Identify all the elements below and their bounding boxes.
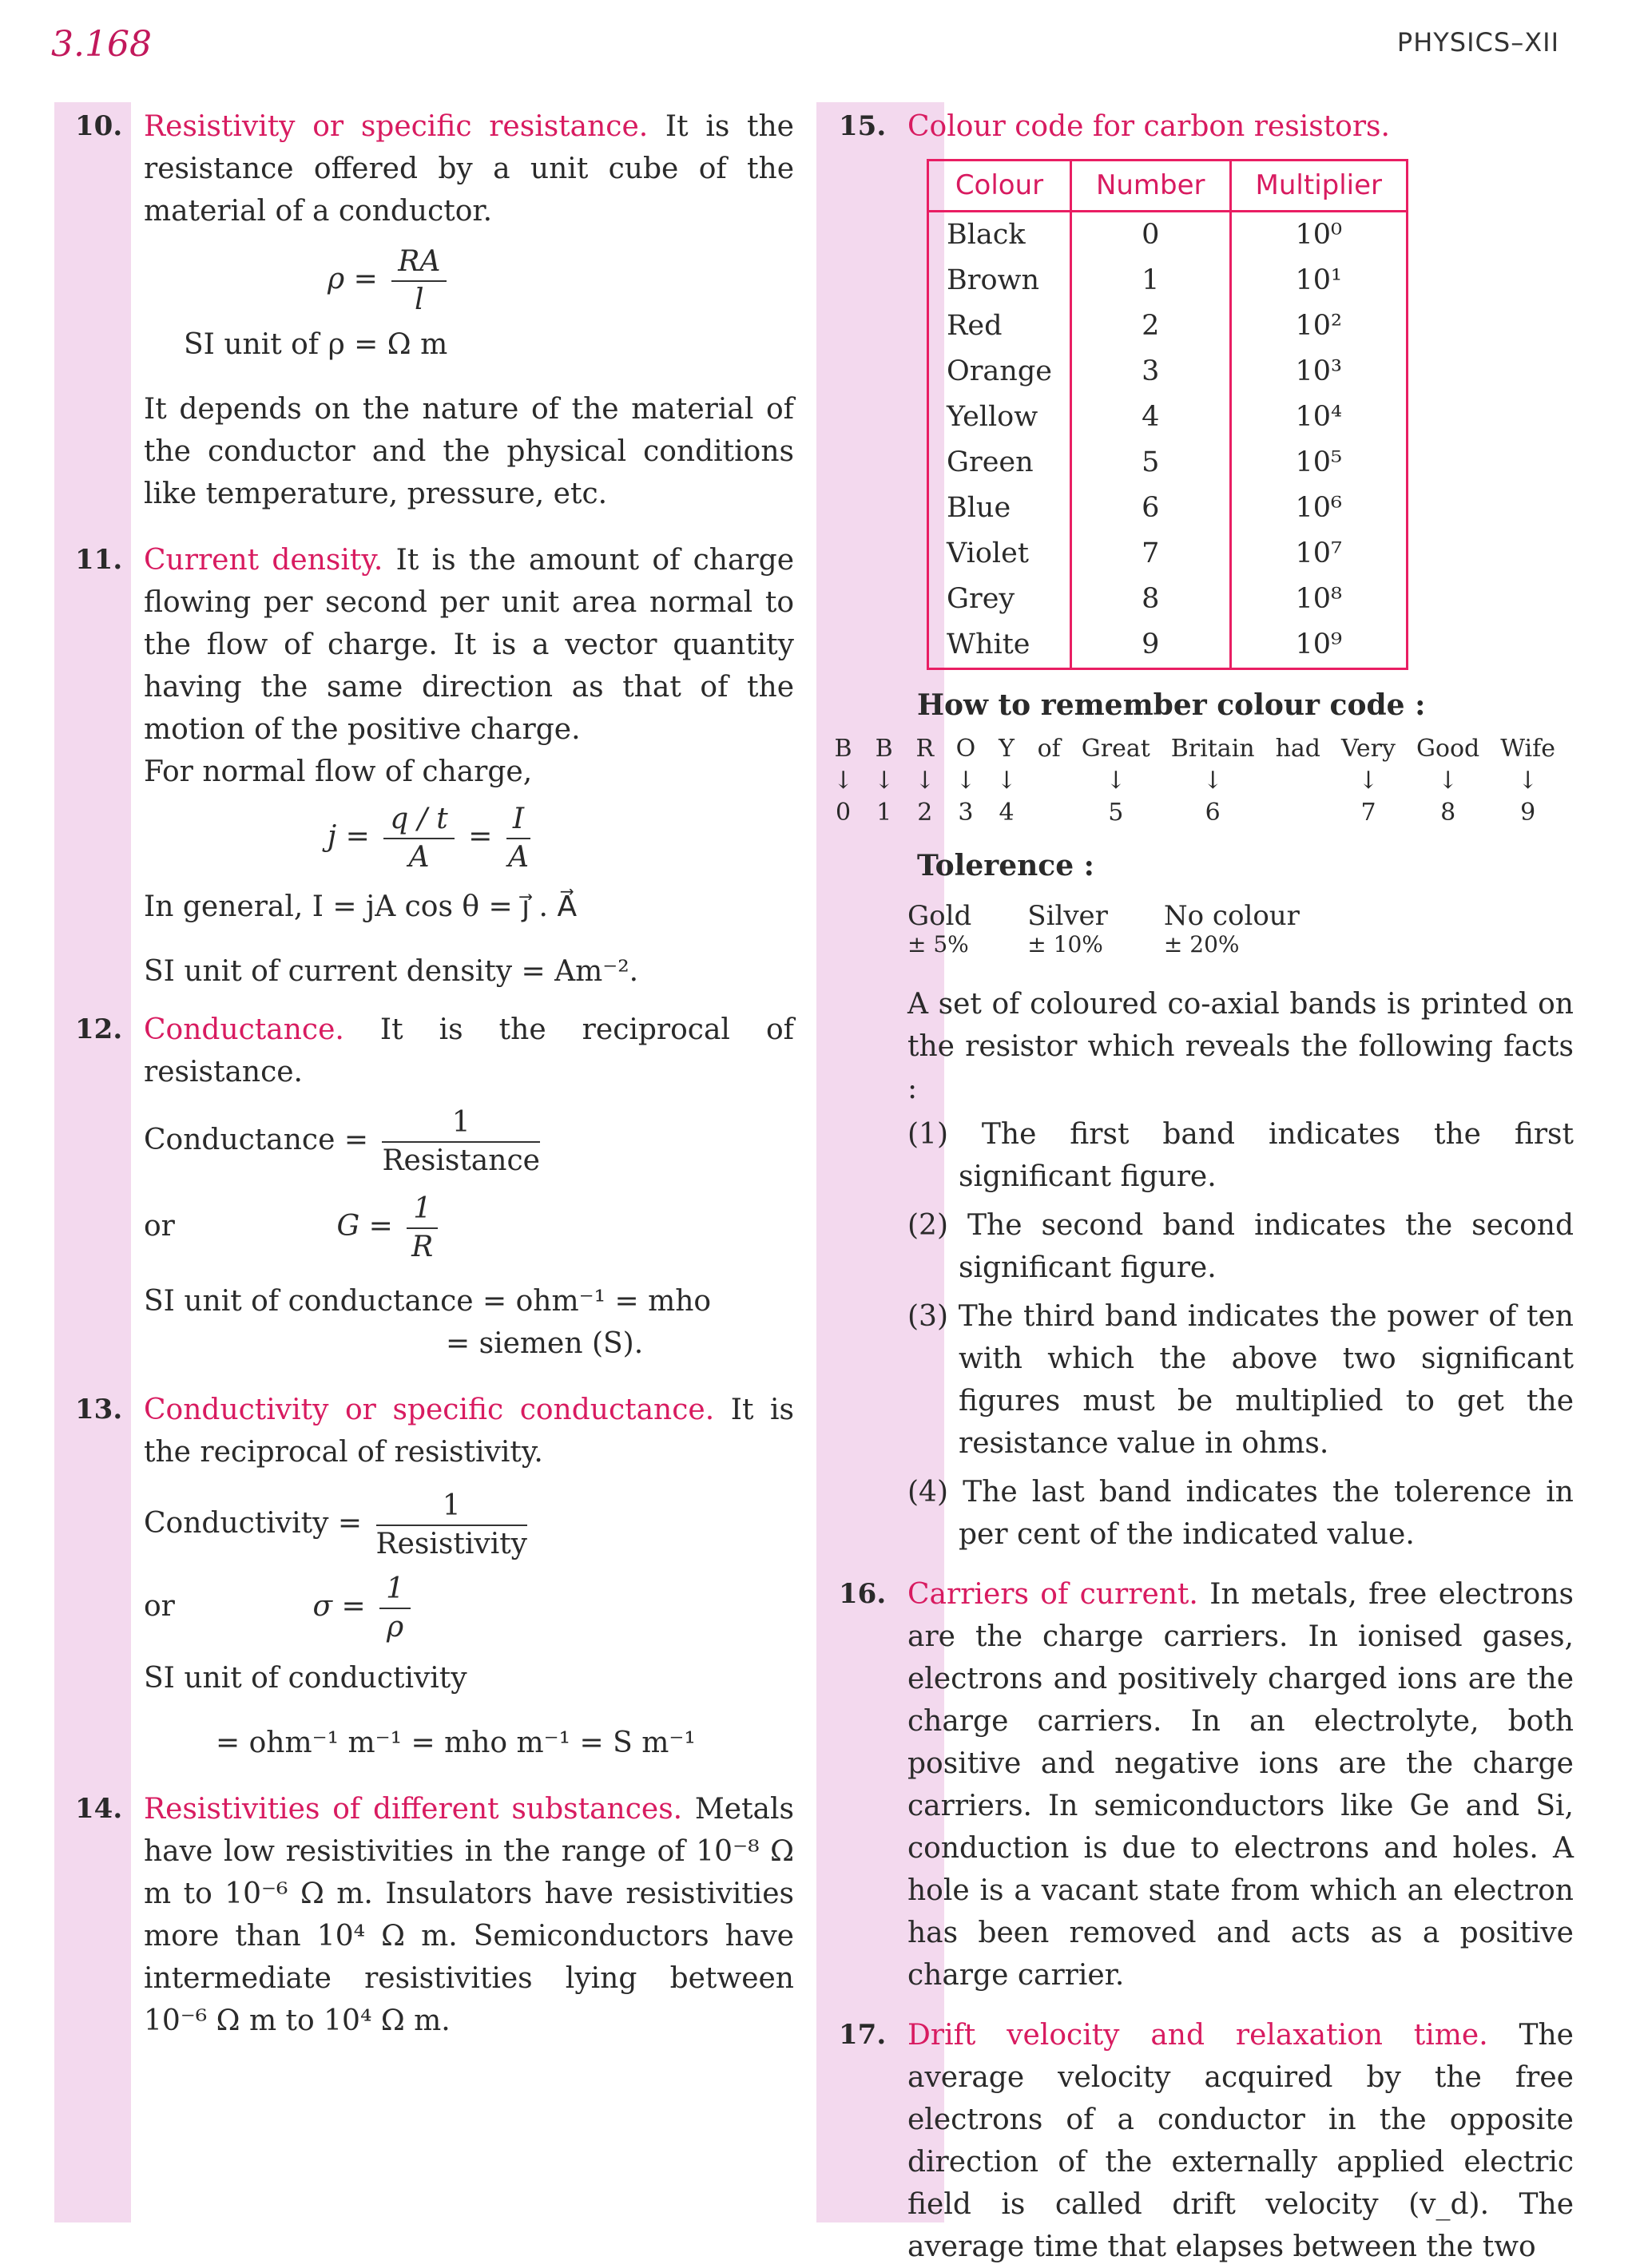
colour-cell: White [928,622,1071,669]
mnemonic-digit: 8 [1440,799,1456,827]
conductivity-formula: Conductivity = $\frac{1}{\text{Resistivity}}$ [144,1489,528,1560]
running-title: PHYSICS–XII [1396,27,1559,57]
section-number: 11. [75,544,123,576]
tolerance-item [907,902,971,959]
resistivity-formula: ρ = $\frac{RA}{l}$ [328,244,794,319]
section-13 [75,1389,794,1764]
number-cell: 7 [1070,531,1230,577]
current-density-unit: SI unit of current density = Am⁻². [144,955,639,988]
colour-cell: Red [928,303,1071,349]
section-text: It is the resistance offered by a unit cube of the material of a conductor. [144,110,794,228]
conductance-unit: SI unit of conductance = ohm⁻¹ = mho [144,1285,712,1318]
mnemonic-digit: 9 [1520,799,1536,827]
section-15 [839,105,1574,727]
number-cell: 1 [1070,258,1230,303]
mnemonic-word: of [1037,735,1061,763]
number-cell: 0 [1070,212,1230,259]
conductivity-unit: SI unit of conductivity [144,1662,467,1695]
page-number: 3.168 [51,24,152,65]
tolerance-value: ± 20% [1163,931,1240,958]
section-text: The average velocity acquired by the free electrons of a conductor in the opposite direction of the externally applied electric field is called drift velocity (v_d). The average time that elapses between the two [907,2019,1574,2263]
section-heading: Carriers of current. [907,1578,1198,1611]
mnemonic-digit [1027,797,1071,829]
mnemonic-word: Britain [1170,735,1255,763]
band-facts-list [907,1113,1574,1556]
tolerance-name: No colour [1163,900,1300,932]
colour-cell: Blue [928,486,1071,531]
table-row [928,395,1408,440]
tolerance-list [907,902,1574,959]
resistivity-unit: SI unit of ρ = Ω m [184,328,448,361]
number-cell: 2 [1070,303,1230,349]
section-number: 16. [839,1578,887,1610]
section-heading: Colour code for carbon resistors. [907,110,1390,143]
arrow-icon: ↓ [1518,767,1539,795]
list-item: (3) The third band indicates the power of ten with which the above two significant figures must be multiplied to get the resistance value in ohms. [907,1300,1574,1460]
list-item: (4) The last band indicates the tolerence in per cent of the indicated value. [907,1476,1574,1551]
multiplier-cell: 10⁵ [1230,440,1407,486]
mnemonic-word: Very [1341,735,1396,763]
table-row [928,212,1408,259]
conductivity-unit-2: = ohm⁻¹ m⁻¹ = mho m⁻¹ = S m⁻¹ [216,1727,696,1759]
table-row [928,349,1408,395]
section-text: It is the amount of charge flowing per second per unit area normal to the flow of charge. It is a vector quantity having the same direction as that of the motion of the positive charge. [144,544,795,746]
tolerance-value: ± 10% [1027,931,1103,958]
number-cell: 3 [1070,349,1230,395]
multiplier-cell: 10⁶ [1230,486,1407,531]
colour-cell: Grey [928,577,1071,622]
multiplier-cell: 10² [1230,303,1407,349]
mnemonic-word: R [915,735,935,763]
mnemonic-digit [1265,797,1331,829]
table-row [928,303,1408,349]
arrow-icon: ↓ [1438,767,1459,795]
section-heading: Conductance. [144,1013,344,1046]
section-number: 13. [75,1394,123,1425]
mnemonic-word: B [875,735,893,763]
number-cell: 4 [1070,395,1230,440]
arrow-icon: ↓ [996,767,1017,795]
conductance-formula: Conductance = $\frac{1}{\text{Resistance}}$ [144,1106,540,1177]
table-header: Number [1070,161,1230,212]
section-12 [75,1009,794,1365]
arrow-icon: ↓ [955,767,976,795]
normal-flow-text: For normal flow of charge, [144,755,533,788]
mnemonic-digit: 6 [1205,799,1221,827]
section-17 [839,2014,1574,2268]
section-heading: Drift velocity and relaxation time. [907,2019,1488,2052]
section-heading: Resistivities of different substances. [144,1793,683,1826]
number-cell: 8 [1070,577,1230,622]
section-text: A set of coloured co-axial bands is printed on the resistor which reveals the following facts : [907,988,1574,1105]
section-text: It is the reciprocal of resistance. [144,1013,794,1088]
section-number: 14. [75,1793,123,1825]
table-row [928,577,1408,622]
section-number: 10. [75,110,123,142]
section-14 [75,1788,794,2042]
mnemonic-word: O [955,735,976,763]
arrow-icon: ↓ [874,767,895,795]
section-text: In metals, free electrons are the charge carriers. In ionised gases, electrons and positively charged ions are the charge carriers. In an electrolyte, both positive and negative ions are the charge carriers. In semiconductors like Ge and Si, conduction is due to electrons and holes. A hole is a vacant state from which an electron has been removed and acts as a positive charge carrier. [907,1578,1574,1992]
arrow-icon: ↓ [832,767,854,795]
conductance-unit-2: = siemen (S). [446,1327,644,1360]
section-number: 15. [839,110,887,142]
list-item: (1) The first band indicates the first significant figure. [907,1118,1574,1193]
multiplier-cell: 10⁹ [1230,622,1407,669]
section-number: 12. [75,1013,123,1045]
mnemonic-word: Good [1416,735,1480,763]
section-text-2: It depends on the nature of the material of the conductor and the physical conditions like temperature, pressure, etc. [144,393,794,510]
conductivity-symbol-formula: or σ = $\frac{1}{\rho}$ [144,1571,794,1646]
table-row [928,531,1408,577]
arrow-icon [1027,765,1071,797]
number-cell: 6 [1070,486,1230,531]
arrow-icon: ↓ [915,767,935,795]
mnemonic-word: Wife [1500,735,1555,763]
table-row [928,440,1408,486]
right-column [832,105,1574,2268]
tolerance-item [1164,902,1300,959]
conductance-symbol-formula: or G = $\frac{1}{R}$ [144,1191,794,1266]
section-heading: Current density. [144,544,383,577]
multiplier-cell: 10⁰ [1230,212,1407,259]
section-11 [75,539,794,993]
tolerance-value: ± 5% [907,931,969,958]
arrow-icon: ↓ [1358,767,1379,795]
tolerance-item [1027,902,1108,959]
table-row [928,486,1408,531]
tolerance-title: Tolerence : [917,849,1094,882]
section-heading: Resistivity or specific resistance. [144,110,649,143]
table-row [928,258,1408,303]
mnemonic-digit: 7 [1360,799,1376,827]
current-density-formula: j = $\frac{q / t}{A}$ = $\frac{I}{A}$ [328,801,794,876]
table-row [928,622,1408,669]
section-heading: Conductivity or specific conductance. [144,1394,715,1426]
tolerance-name: Gold [907,900,972,932]
arrow-icon: ↓ [1106,767,1126,795]
colour-cell: Violet [928,531,1071,577]
section-text: It is the reciprocal of resistivity. [144,1394,794,1469]
section-10 [75,105,794,515]
left-column [75,105,794,2042]
multiplier-cell: 10³ [1230,349,1407,395]
section-16 [839,1573,1574,1996]
tolerance-block [839,845,1574,1556]
section-number: 17. [839,2019,887,2051]
mnemonic-word: Great [1081,735,1150,763]
multiplier-cell: 10⁴ [1230,395,1407,440]
mnemonic-word: Y [999,735,1015,763]
mnemonic-digit: 1 [876,799,892,827]
mnemonic-word: had [1275,735,1321,763]
colour-code-table [927,159,1408,670]
table-header: Multiplier [1230,161,1407,212]
general-formula: In general, I = jA cos θ = j⃗ . A⃗ [144,890,578,923]
mnemonic-digit: 0 [836,799,852,827]
number-cell: 9 [1070,622,1230,669]
tolerance-name: Silver [1027,900,1108,932]
mnemonic-digit: 5 [1108,799,1124,827]
mnemonic-title: How to remember colour code : [917,688,1426,722]
colour-cell: Orange [928,349,1071,395]
colour-cell: Yellow [928,395,1071,440]
table-header: Colour [928,161,1071,212]
number-cell: 5 [1070,440,1230,486]
colour-cell: Brown [928,258,1071,303]
colour-cell: Green [928,440,1071,486]
section-text: Metals have low resistivities in the range of 10⁻⁸ Ω m to 10⁻⁶ Ω m. Insulators have resistivities more than 10⁴ Ω m. Semiconductors have intermediate resistivities lying between 10⁻⁶ Ω m to 10⁴ Ω m. [144,1793,794,2037]
mnemonic-word: B [834,735,852,763]
multiplier-cell: 10¹ [1230,258,1407,303]
arrow-icon: ↓ [1202,767,1223,795]
mnemonic-digit: 3 [958,799,974,827]
mnemonic-grid [823,733,1566,829]
colour-cell: Black [928,212,1071,259]
multiplier-cell: 10⁷ [1230,531,1407,577]
mnemonic-digit: 2 [917,799,933,827]
arrow-icon [1265,765,1331,797]
multiplier-cell: 10⁸ [1230,577,1407,622]
list-item: (2) The second band indicates the second significant figure. [907,1209,1574,1284]
mnemonic-digit: 4 [999,799,1015,827]
